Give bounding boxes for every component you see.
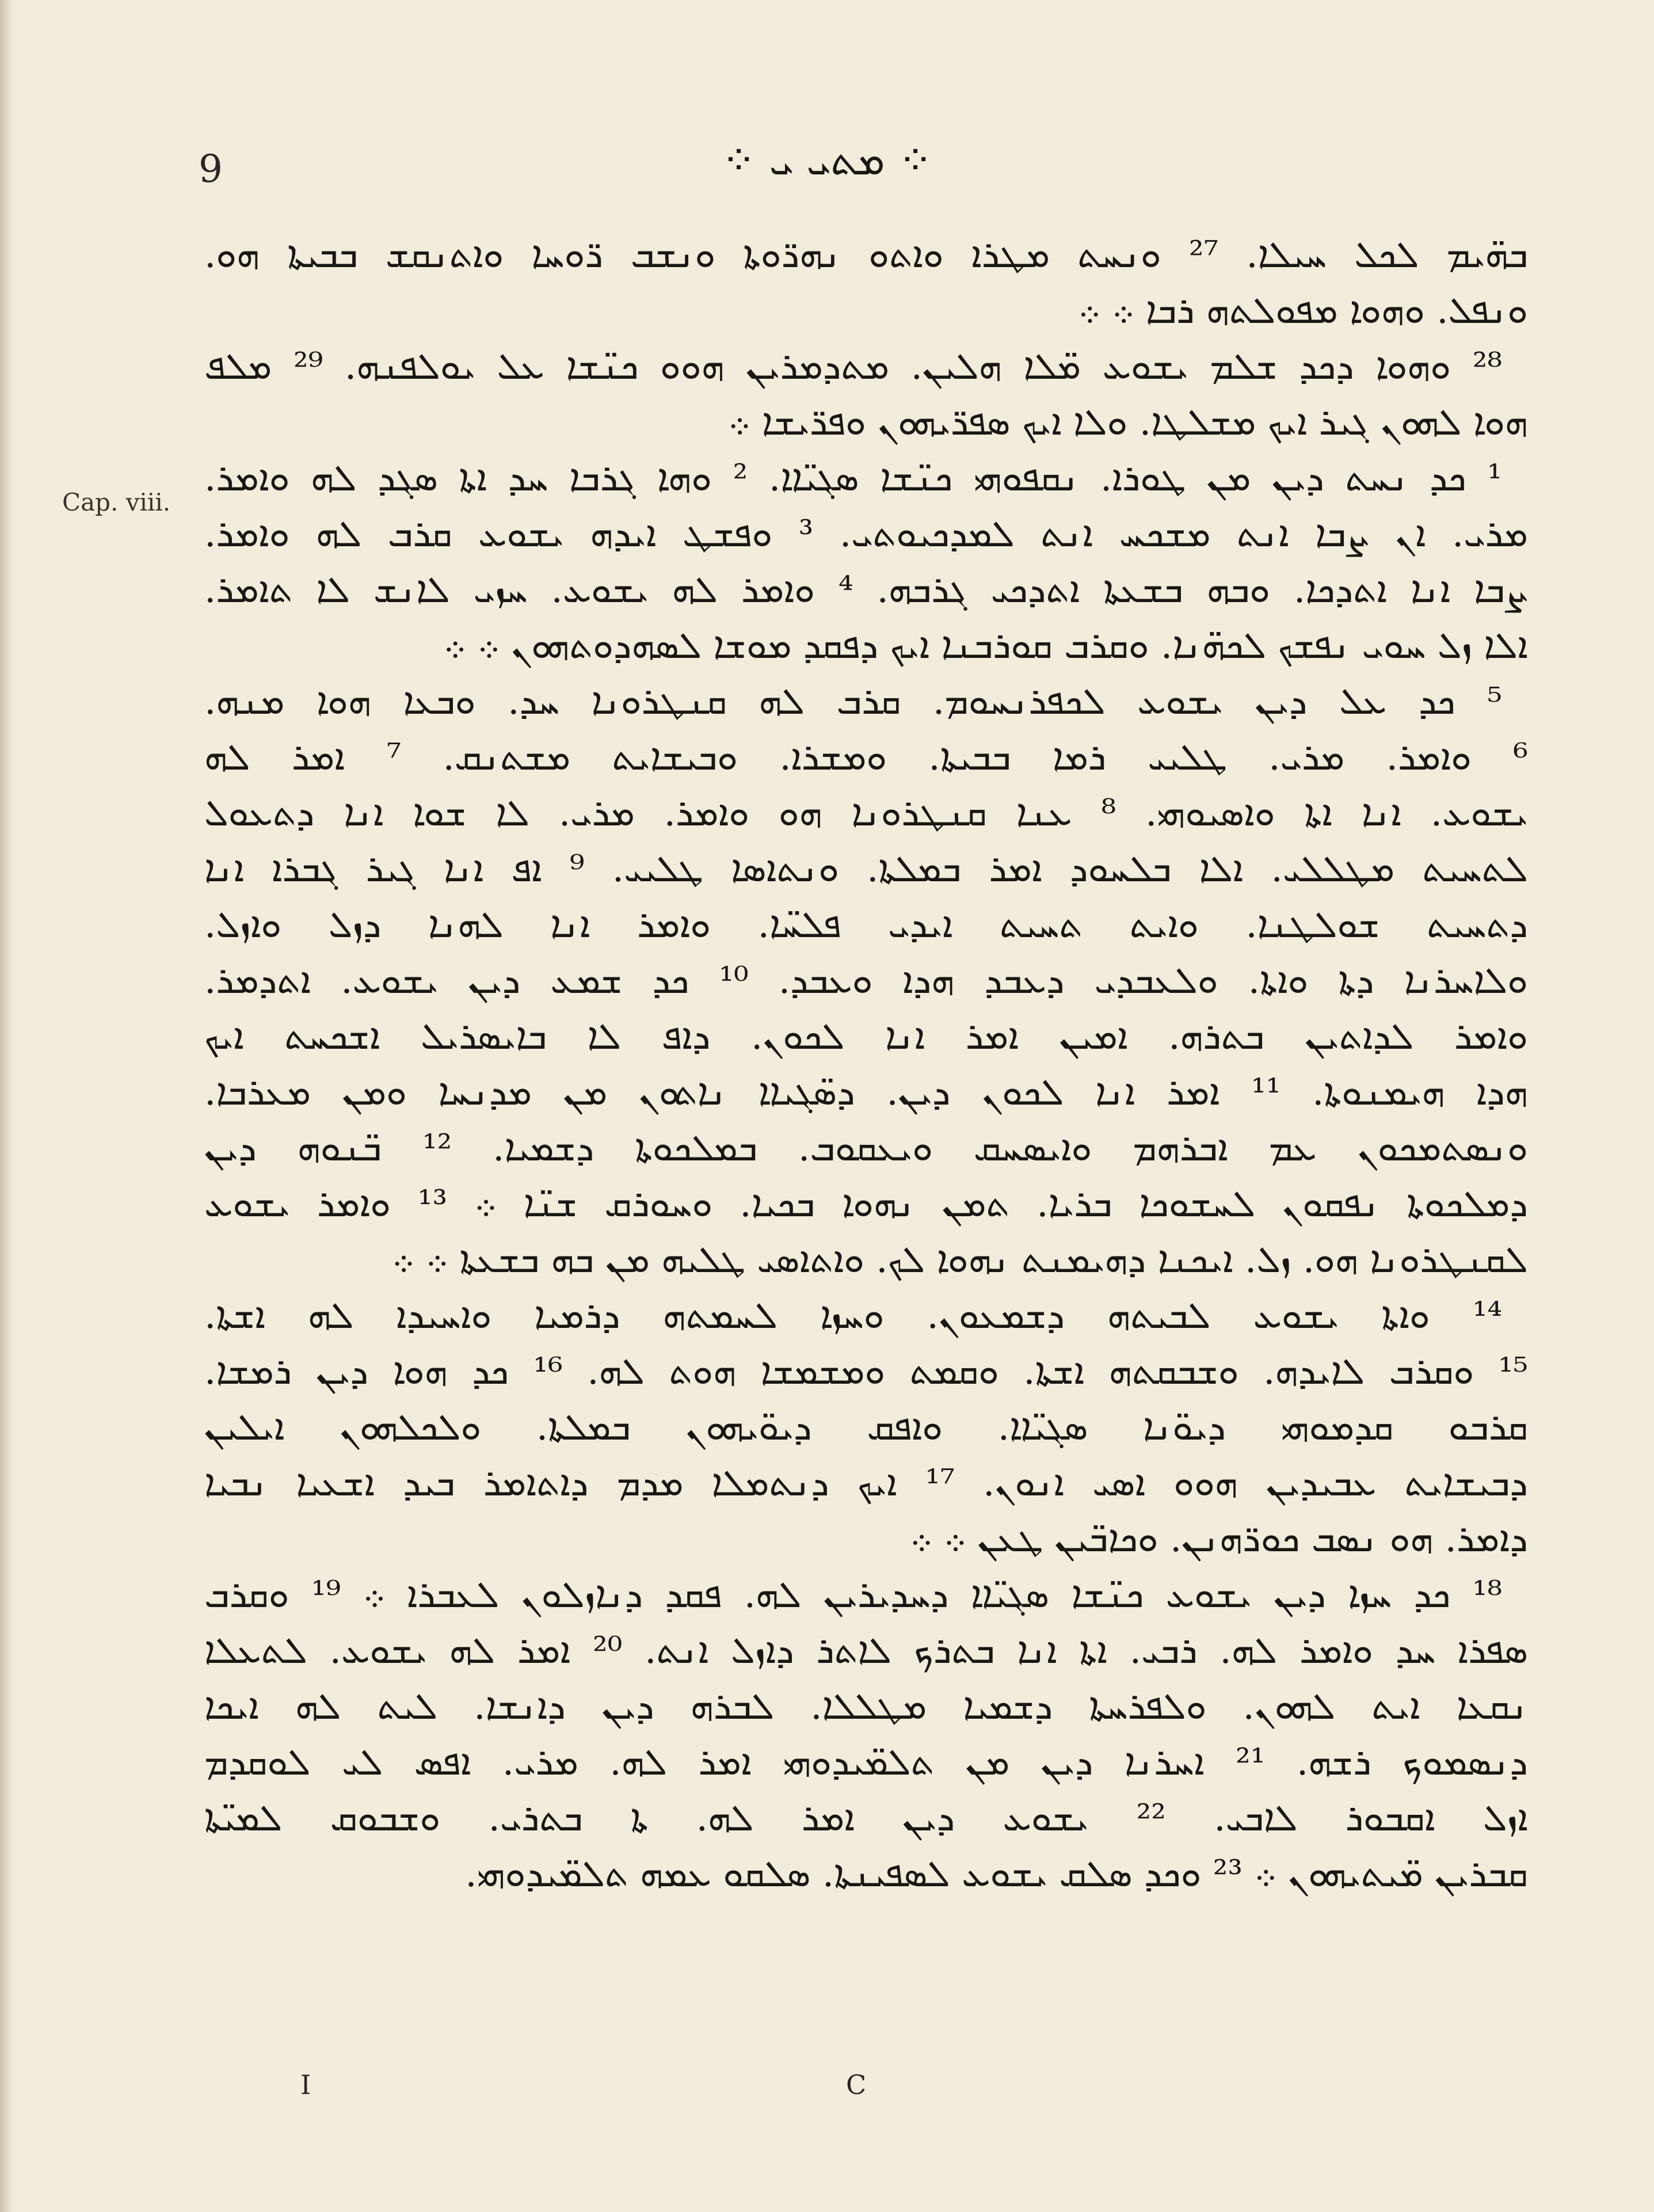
text-line: ⁵ ܟܕ ܥܠ ܕܝܢ ܝܫܘܥ ܠܟܦܪܢܚܘܡ. ܩܪܒ ܠܗ ܩܢܛܪܘܢܐ ܚܕ. ܘܒܥܐ ܗܘܐ ܡܢܗ. <box>204 680 1502 723</box>
syriac-text-block <box>204 227 1528 1902</box>
text-line: ¹⁸ ܟܕ ܚܙܐ ܕܝܢ ܝܫܘܥ ܟܢ̈ܫܐ ܣܓܝ̈ܐܐ ܕܚܕܝܪܝܢ ܠܗ. ܦܩܕ ܕܢܐܙܠܘܢ ܠܥܒܪܐ ܀ ¹⁹ ܘܩܪܒ <box>204 1574 1502 1616</box>
text-line: ܒܗ̈ܝܡ ܠܟܠ ܚܝܠܐ. ²⁷ ܘܢܚܬ ܡܛܪܐ ܘܐܬܘ ܢܗܪ̈ܘܬܐ ܘܢܫܒ ܪ̈ܘܚܐ ܘܐܬܢܩܫ ܒܒܝܬܐ ܗܘ. <box>204 234 1528 276</box>
page-number: 9 <box>199 147 223 191</box>
signature-mark-left: I <box>300 2069 311 2100</box>
text-line: ܘܢܦܠ. ܘܗܘܐ ܡܦܘܠܬܗ ܪܒܐ ܀ ܀ <box>1078 290 1528 332</box>
text-line: ܗܘܐ ܠܗܘܢ ܓܝܪ ܐܝܟ ܡܫܠܛܐ. ܘܠܐ ܐܝܟ ܣܦܪ̈ܝܗܘܢ ܘܦܪ̈ܝܫܐ ܀ <box>728 401 1528 444</box>
text-line: ܘܠܐܚܪܢܐ ܕܬܐ ܘܐܬܐ. ܘܠܥܒܕܝ ܕܥܒܕ ܗܕܐ ܘܥܒܕ. ¹⁰ ܟܕ ܫܡܥ ܕܝܢ ܝܫܘܥ. ܐܬܕܡܪ. <box>204 960 1528 1002</box>
text-line: ܠܬܚܝܬ ܡܛܠܠܝ. ܐܠܐ ܒܠܚܘܕ ܐܡܪ ܒܡܠܬܐ. ܘܢܬܐܣܐ ܛܠܝܝ. ⁹ ܐܦ ܐܢܐ ܓܝܪ ܓܒܪܐ ܐܢܐ <box>204 848 1528 890</box>
text-line: ¹⁵ ܘܩܪܒ ܠܐܝܕܗ. ܘܫܒܩܬܗ ܐܫܬܐ. ܘܩܡܬ ܘܡܫܡܫܐ ܗܘܬ ܠܗ. ¹⁶ ܟܕ ܗܘܐ ܕܝܢ ܪܡܫܐ. <box>204 1350 1528 1393</box>
text-line: ܡܪܝ. ܐܢ ܨܒܐ ܐܢܬ ܡܫܟܚ ܐܢܬ ܠܡܕܟܝܘܬܝ. ³ ܘܦܫܛ ܐܝܕܗ ܝܫܘܥ ܩܪܒ ܠܗ ܘܐܡܪ. <box>204 513 1528 555</box>
text-line: ܠܩܢܛܪܘܢܐ ܗܘ. ܙܠ. ܐܝܟܢܐ ܕܗܝܡܢܬ ܢܗܘܐ ܠܟ. ܘܐܬܐܣܝ ܛܠܝܗ ܡܢ ܒܗ ܒܫܥܬܐ ܀ ܀ <box>392 1239 1528 1281</box>
text-line: ܐܙܠ ܐܩܒܘܪ ܠܐܒܝ. ²² ܝܫܘܥ ܕܝܢ ܐܡܪ ܠܗ. ܬܐ ܒܬܪܝ. ܘܫܒܘܩ ܠܡܝ̈ܬܐ <box>204 1797 1528 1840</box>
text-line: ܗܕܐ ܗܝܡܢܘܬܐ. ¹¹ ܐܡܪ ܐܢܐ ܠܟܘܢ ܕܝܢ. ܕܣ̈ܓܝܐܐ ܢܐܬܘܢ ܡܢ ܡܕܢܚܐ ܘܡܢ ܡܥܪܒܐ. <box>204 1071 1528 1114</box>
text-line: ܘܢܣܬܡܟܘܢ ܥܡ ܐܒܪܗܡ ܘܐܝܣܚܩ ܘܝܥܩܘܒ. ܒܡܠܟܘܬܐ ܕܫܡܝܐ. ¹² ܒ̈ܢܘܗ ܕܝܢ <box>204 1127 1528 1170</box>
text-line: ⁶ ܘܐܡܪ. ܡܪܝ. ܛܠܝܝ ܪܡܐ ܒܒܝܬܐ. ܘܡܫܪܐ. ܘܒܝܫܐܝܬ ܡܫܬܢܩ. ⁷ ܐܡܪ ܠܗ <box>204 736 1528 779</box>
text-line: ܝܫܘܥ. ܐܢܐ ܐܬܐ ܘܐܣܝܘܗܝ. ⁸ ܥܢܐ ܩܢܛܪܘܢܐ ܗܘ ܘܐܡܪ. ܡܪܝ. ܠܐ ܫܘܐ ܐܢܐ ܕܬܥܘܠ <box>204 792 1528 835</box>
text-line: ܩܒܪܝܢ ܡ̈ܝܬܝܗܘܢ ܀ ²³ ܘܟܕ ܣܠܩ ܝܫܘܥ ܠܣܦܝܢܬܐ. ܣܠܩܘ ܥܡܗ ܬܠܡ̈ܝܕܘܗܝ. <box>465 1853 1528 1895</box>
text-line: ¹⁴ ܘܐܬܐ ܝܫܘܥ ܠܒܝܬܗ ܕܫܡܥܘܢ. ܘܚܙܐ ܠܚܡܬܗ ܕܪܡܝܐ ܘܐܚܝܕܐ ܠܗ ܐܫܬܐ. <box>204 1295 1502 1337</box>
text-line: ܕܢܣܡܘܟ ܪܫܗ. ²¹ ܐܚܪܢܐ ܕܝܢ ܡܢ ܬܠܡ̈ܝܕܘܗܝ ܐܡܪ ܠܗ. ܡܪܝ. ܐܦܣ ܠܝ ܠܘܩܕܡ <box>204 1741 1528 1784</box>
text-line: ¹ ܟܕ ܢܚܬ ܕܝܢ ܡܢ ܛܘܪܐ. ܢܩܦܘܗܝ ܟܢ̈ܫܐ ܣܓܝ̈ܐܐ. ² ܘܗܐ ܓܪܒܐ ܚܕ ܐܬܐ ܣܓܕ ܠܗ ܘܐܡܪ. <box>204 457 1502 500</box>
text-line: ܐܠܐ ܙܠ ܚܘܝ ܢܦܫܟ ܠܟܗ̈ܢܐ. ܘܩܪܒ ܩܘܪܒܢܐ ܐܝܟ ܕܦܩܕ ܡܘܫܐ ܠܣܗܕܘܬܗܘܢ ܀ ܀ <box>443 625 1528 667</box>
text-line: ܕܡܠܟܘܬܐ ܢܦܩܘܢ ܠܚܫܘܟܐ ܒܪܝܐ. ܬܡܢ ܢܗܘܐ ܒܟܝܐ. ܘܚܘܪܩ ܫܢ̈ܐ ܀ ¹³ ܘܐܡܪ ܝܫܘܥ <box>204 1183 1528 1225</box>
signature-mark-center: C <box>846 2069 867 2100</box>
text-line: ܨܒܐ ܐܢܐ ܐܬܕܟܐ. ܘܒܗ ܒܫܥܬܐ ܐܬܕܟܝ ܓܪܒܗ. ⁴ ܘܐܡܪ ܠܗ ܝܫܘܥ. ܚܙܝ ܠܐܢܫ ܠܐ ܬܐܡܪ. <box>204 569 1528 611</box>
text-line: ܕܒܝܫܐܝܬ ܥܒܝܕܝܢ ܗܘܘ ܐܣܝ ܐܢܘܢ. ¹⁷ ܐܝܟ ܕܢܬܡܠܐ ܡܕܡ ܕܐܬܐܡܪ ܒܝܕ ܐܫܥܝܐ ܢܒܝܐ <box>204 1462 1528 1505</box>
page-gutter-shadow <box>0 0 13 2212</box>
text-line: ܕܬܚܝܬ ܫܘܠܛܢܐ. ܘܐܝܬ ܬܚܝܬ ܐܝܕܝ ܦܠܚ̈ܐ. ܘܐܡܪ ܐܢܐ ܠܗܢܐ ܕܙܠ ܘܐܙܠ. <box>204 904 1528 946</box>
text-line: ܕܐܡܪ. ܗܘ ܢܣܒ ܟܘܪ̈ܗܢܢ. ܘܟܐܒ̈ܝܢ ܛܥܢ ܀ ܀ <box>910 1518 1528 1560</box>
text-line: ܣܦܪܐ ܚܕ ܘܐܡܪ ܠܗ. ܪܒܝ. ܐܬܐ ܐܢܐ ܒܬܪܟ ܠܐܬܪ ܕܐܙܠ ܐܢܬ. ²⁰ ܐܡܪ ܠܗ ܝܫܘܥ. ܠܬܥܠܐ <box>204 1630 1528 1672</box>
text-line: ܢܩܥܐ ܐܝܬ ܠܗܘܢ. ܘܠܦܪܚܬܐ ܕܫܡܝܐ ܡܛܠܠܐ. ܠܒܪܗ ܕܝܢ ܕܐܢܫܐ. ܠܝܬ ܠܗ ܐܝܟܐ <box>204 1685 1528 1728</box>
text-line: ܘܐܡܪ ܠܕܐܬܝܢ ܒܬܪܗ. ܐܡܝܢ ܐܡܪ ܐܢܐ ܠܟܘܢ. ܕܐܦ ܠܐ ܒܐܝܣܪܝܠ ܐܫܟܚܬ ܐܝܟ <box>204 1015 1528 1058</box>
text-line: ܩܪܒܘ ܩܕܡܘܗܝ ܕܝܘ̈ܢܐ ܣܓܝ̈ܐܐ. ܘܐܦܩ ܕܝܘ̈ܝܗܘܢ ܒܡܠܬܐ. ܘܠܟܠܗܘܢ ܐܝܠܝܢ <box>204 1406 1528 1449</box>
text-line: ²⁸ ܘܗܘܐ ܕܟܕ ܫܠܡ ܝܫܘܥ ܡ̈ܠܐ ܗܠܝܢ. ܡܬܕܡܪܝܢ ܗܘܘ ܟܢ̈ܫܐ ܥܠ ܝܘܠܦܢܗ. ²⁹ ܡܠܦ <box>204 345 1503 388</box>
chapter-margin-note: Cap. viii. <box>62 488 171 516</box>
running-title: ⁘ ܡܬܝ ܝ ⁘ <box>721 136 933 184</box>
